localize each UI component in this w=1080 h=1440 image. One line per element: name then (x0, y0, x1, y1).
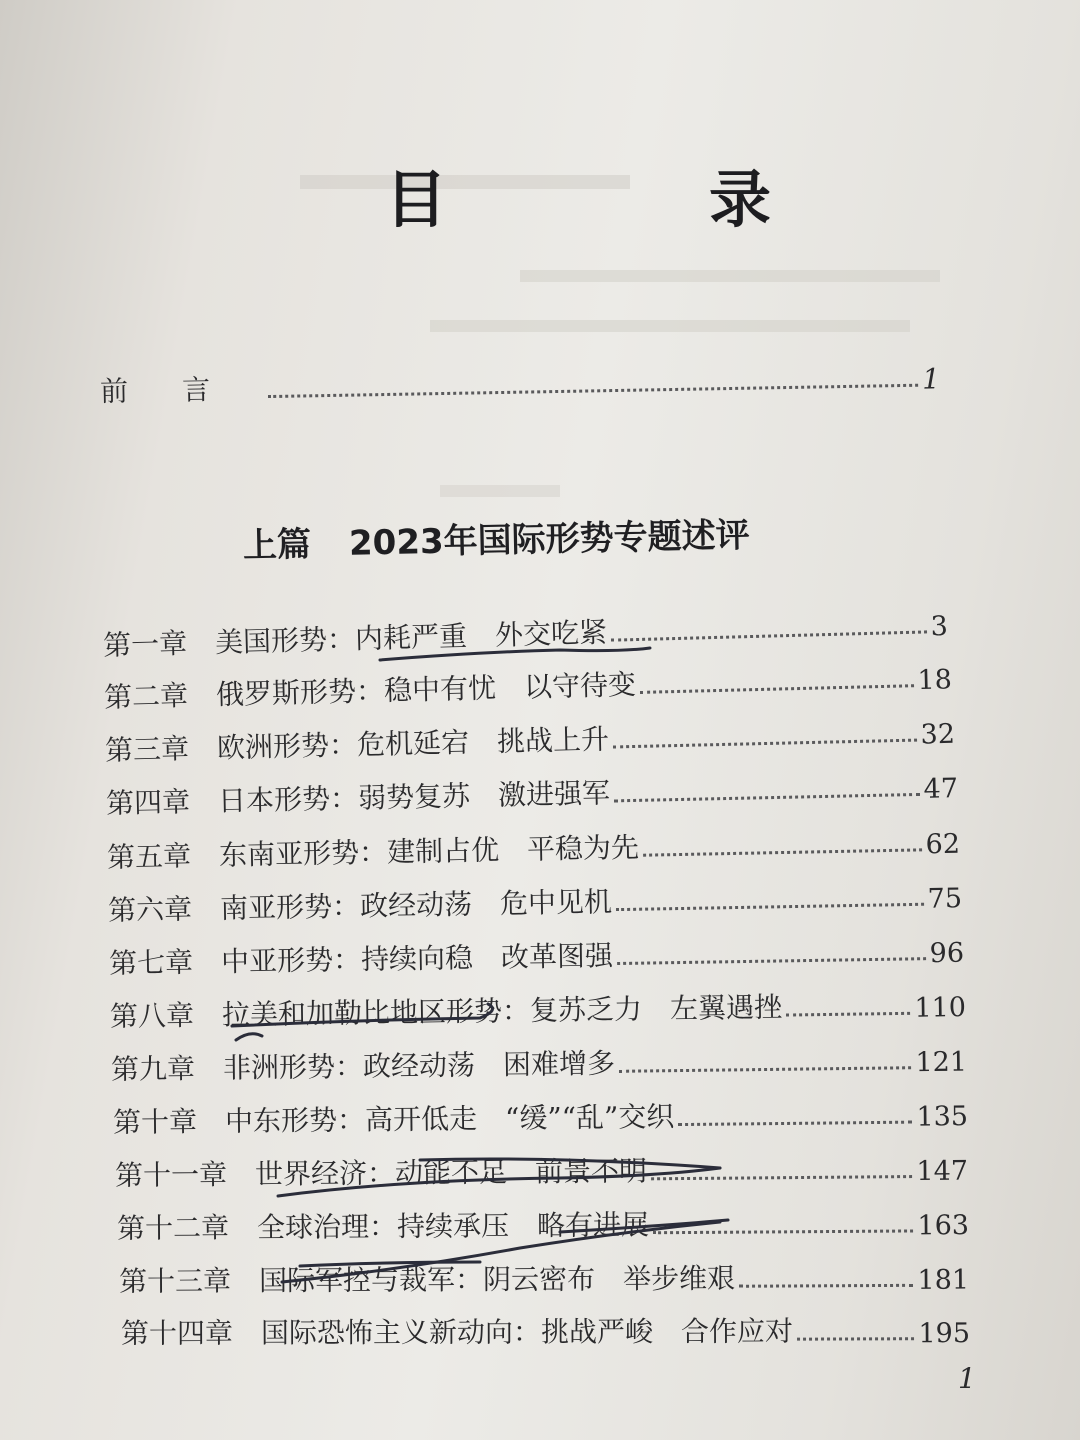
dot-leader (616, 903, 924, 911)
chapter-page-number: 96 (929, 937, 965, 970)
chapter-number: 第八章 (109, 998, 195, 1033)
toc-entry[interactable] (111, 1034, 967, 1088)
chapter-number: 第三章 (104, 732, 190, 767)
dot-leader (613, 739, 917, 749)
chapter-page-number: 75 (927, 883, 963, 915)
chapter-page-number: 181 (917, 1264, 970, 1296)
chapter-page-number: 147 (916, 1155, 969, 1188)
dot-leader (617, 957, 926, 965)
chapter-title: 欧洲形势：危机延宕 挑战上升 (216, 722, 610, 765)
page-folio: 1 (958, 1362, 976, 1395)
chapter-page-number: 18 (917, 664, 953, 697)
part-title: 2023年国际形势专题述评 (348, 515, 751, 564)
chapter-page-number: 195 (918, 1318, 971, 1350)
chapter-title: 国际军控与裁军：阴云密布 举步维艰 (258, 1261, 736, 1298)
chapter-page-number: 3 (930, 610, 949, 643)
dot-leader (651, 1175, 912, 1180)
chapter-number: 第九章 (110, 1051, 196, 1086)
dot-leader (611, 630, 927, 641)
chapter-number: 第十三章 (118, 1264, 232, 1298)
preface-label: 前言 (99, 372, 265, 408)
toc-entry[interactable] (105, 706, 956, 769)
dot-leader (678, 1121, 912, 1126)
chapter-title: 日本形势：弱势复苏 激进强军 (217, 776, 611, 818)
chapter-number: 第四章 (105, 785, 191, 820)
dot-leader (653, 1229, 913, 1234)
toc-entry[interactable] (103, 651, 952, 716)
chapter-number: 第五章 (106, 839, 192, 874)
toc-entry[interactable] (113, 1088, 968, 1141)
toc-entry[interactable] (121, 1305, 970, 1352)
toc-entry[interactable] (115, 1143, 968, 1194)
dot-leader (640, 684, 914, 694)
toc-entry[interactable] (106, 760, 959, 822)
chapter-title: 南亚形势：政经动荡 危中见机 (219, 885, 613, 926)
chapter-title: 中东形势：高开低走 “缓”“乱”交织 (224, 1100, 675, 1138)
toc-entry[interactable] (110, 979, 967, 1035)
part-name: 上篇 (242, 524, 312, 566)
dot-leader (786, 1012, 910, 1017)
toc-entry[interactable] (108, 870, 963, 929)
chapter-title: 全球治理：持续承压 略有进展 (256, 1208, 650, 1245)
chapter-title: 中亚形势：持续向稳 改革图强 (220, 939, 614, 979)
toc-entry[interactable] (119, 1252, 969, 1300)
chapter-number: 第六章 (107, 892, 193, 927)
chapter-page-number: 47 (923, 773, 959, 805)
chapter-page-number: 62 (925, 828, 961, 861)
chapter-page-number: 110 (914, 992, 967, 1024)
chapter-number: 第十一章 (114, 1158, 228, 1192)
toc-entry[interactable] (117, 1197, 969, 1247)
chapter-title: 国际恐怖主义新动向：挑战严峻 合作应对 (260, 1314, 794, 1350)
chapter-page-number: 163 (917, 1210, 970, 1242)
dot-leader (643, 848, 922, 856)
toc-title: 目 录 (385, 163, 872, 236)
toc-entry[interactable] (109, 925, 965, 982)
chapter-page-number: 32 (920, 718, 956, 751)
chapter-title: 非洲形势：政经动荡 困难增多 (222, 1046, 616, 1085)
chapter-number: 第十二章 (116, 1211, 230, 1245)
chapter-page-number: 121 (915, 1046, 968, 1079)
dot-leader (739, 1284, 913, 1288)
chapter-title: 世界经济：动能不足 前景不明 (254, 1154, 648, 1191)
chapter-title: 东南亚形势：建制占优 平稳为先 (218, 830, 640, 872)
chapter-number: 第二章 (103, 678, 189, 714)
chapter-page-number: 135 (916, 1101, 969, 1133)
toc-entry[interactable] (107, 816, 961, 876)
dot-leader (614, 793, 920, 802)
chapter-title: 拉美和加勒比地区形势：复苏乏力 左翼遇挫 (221, 990, 783, 1032)
dot-leader (619, 1066, 911, 1073)
chapter-number: 第七章 (108, 945, 194, 980)
preface-page-number: 1 (921, 362, 941, 396)
chapter-number: 第一章 (102, 626, 188, 662)
chapter-number: 第十四章 (120, 1316, 234, 1350)
chapter-number: 第十章 (112, 1105, 198, 1139)
chapter-title: 美国形势：内耗严重 外交吃紧 (214, 615, 608, 660)
dot-leader (797, 1337, 914, 1340)
chapter-title: 俄罗斯形势：稳中有忧 以守待变 (215, 668, 637, 712)
